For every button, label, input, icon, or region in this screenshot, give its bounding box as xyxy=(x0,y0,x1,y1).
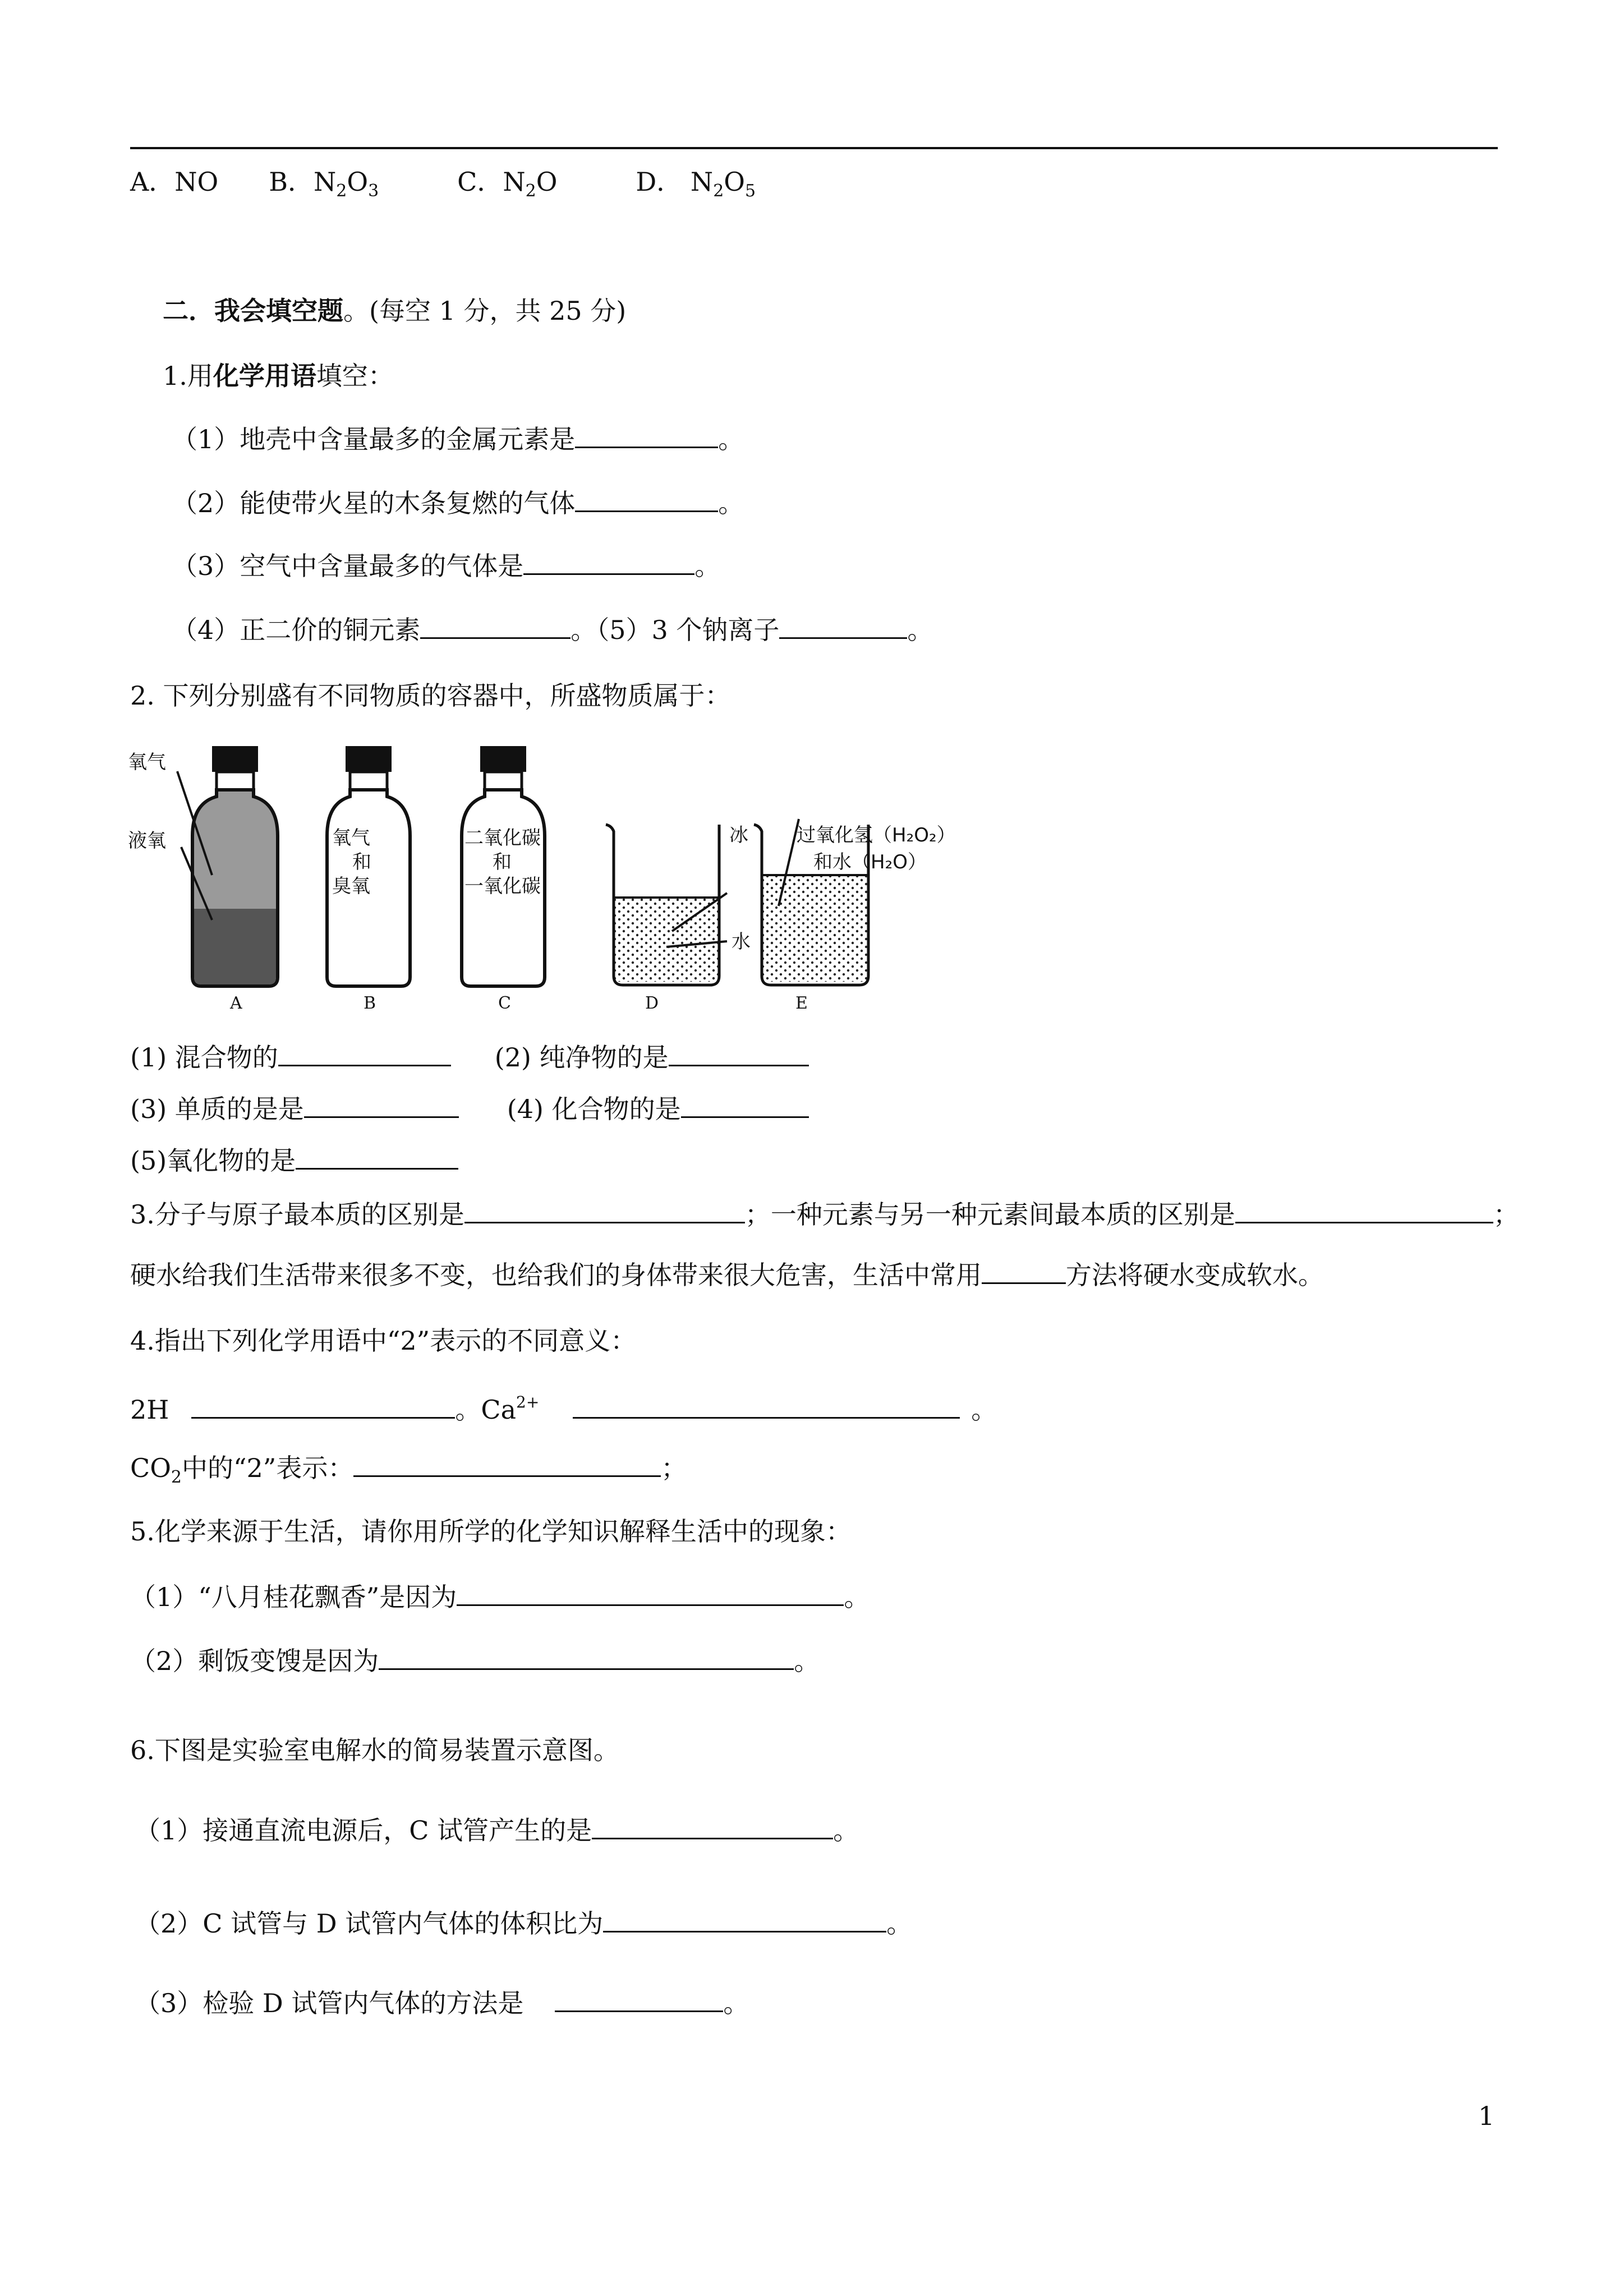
q3-line-2: 硬水给我们生活带来很多不变，也给我们的身体带来很大危害，生活中常用 方法将硬水变成软水。 xyxy=(130,1258,1324,1292)
answer-blank[interactable] xyxy=(191,1392,455,1419)
figure-letter-a: A xyxy=(230,993,242,1010)
figure-letter-d: D xyxy=(645,993,659,1010)
q1-item-4-5: （4）正二价的铜元素 。（5）3 个钠离子 。 xyxy=(172,613,933,647)
q1-intro: 1.用化学用语填空： xyxy=(163,361,394,391)
answer-blank[interactable] xyxy=(420,613,571,639)
label-oxygen: 氧气 xyxy=(128,751,166,774)
label-c-line-2: 和 xyxy=(493,851,512,873)
q2-row-3: (5)氧化物的是 xyxy=(130,1143,458,1177)
answer-blank[interactable] xyxy=(296,1143,458,1170)
containers-figure xyxy=(128,740,1037,1010)
answer-blank[interactable] xyxy=(573,1392,960,1419)
section-title: 二．我会填空题。(每空 1 分，共 25 分) xyxy=(163,296,627,326)
answer-blank[interactable] xyxy=(1235,1197,1493,1223)
label-c-line-3: 一氧化碳 xyxy=(464,875,541,898)
figure-letter-c: C xyxy=(498,993,511,1010)
answer-blank[interactable] xyxy=(457,1580,844,1606)
option-b: B．$N_2O_3$ xyxy=(269,167,379,201)
answer-blank[interactable] xyxy=(304,1092,459,1118)
option-a: A．NO xyxy=(130,167,219,197)
answer-blank[interactable] xyxy=(379,1644,794,1670)
answer-blank[interactable] xyxy=(779,613,907,639)
q4-line-2: $CO_2$中的“2”表示： ； xyxy=(130,1451,687,1494)
header-rule xyxy=(130,147,1498,149)
q1-item-1: （1）地壳中含量最多的金属元素是 。 xyxy=(172,422,744,456)
q4-line-1: 2H 。$Ca^{2+}$ 。 xyxy=(130,1393,997,1425)
answer-blank[interactable] xyxy=(353,1451,661,1477)
q2-row-2: (3) 单质的是是 (4) 化合物的是 xyxy=(130,1092,809,1126)
q1-item-3: （3）空气中含量最多的气体是 。 xyxy=(172,549,720,583)
figure-letter-e: E xyxy=(795,993,808,1010)
label-e-line-2: 和水（H₂O） xyxy=(813,851,927,873)
label-e-line-1: 过氧化氢（H₂O₂） xyxy=(797,824,956,846)
answer-blank[interactable] xyxy=(982,1258,1066,1284)
containers-diagram xyxy=(128,740,1037,1010)
label-ice: 冰 xyxy=(729,824,748,846)
q6-item-3: （3）检验 D 试管内气体的方法是 。 xyxy=(135,1986,749,2020)
answer-blank[interactable] xyxy=(575,422,718,448)
label-b-line-3: 臭氧 xyxy=(332,875,370,898)
label-liquid-oxygen: 液氧 xyxy=(128,830,166,852)
bottle-a xyxy=(177,746,278,986)
answer-blank[interactable] xyxy=(681,1092,809,1118)
label-c-line-1: 二氧化碳 xyxy=(464,827,541,849)
figure-letter-b: B xyxy=(364,993,376,1010)
answer-blank[interactable] xyxy=(575,486,718,512)
q6-title: 6.下图是实验室电解水的简易装置示意图。 xyxy=(130,1735,619,1765)
option-c: C．$N_2O$ xyxy=(457,167,558,201)
q6-item-2: （2）C 试管与 D 试管内气体的体积比为 。 xyxy=(135,1906,912,1940)
q5-item-2: （2）剩饭变馊是因为 。 xyxy=(130,1644,820,1678)
page-number: 1 xyxy=(1478,2101,1495,2131)
q4-title: 4.指出下列化学用语中“2”表示的不同意义： xyxy=(130,1326,637,1356)
choice-options xyxy=(130,165,756,208)
answer-blank[interactable] xyxy=(555,1986,723,2012)
answer-blank[interactable] xyxy=(464,1197,745,1223)
answer-blank[interactable] xyxy=(603,1906,886,1932)
q5-item-1: （1）“八月桂花飘香”是因为 。 xyxy=(130,1580,869,1614)
q2-row-1: (1) 混合物的 (2) 纯净物的是 xyxy=(130,1040,809,1074)
label-water: 水 xyxy=(732,931,751,953)
option-d: D． $N_2O_5$ xyxy=(636,167,756,201)
answer-blank[interactable] xyxy=(523,549,694,575)
q3-line-1: 3.分子与原子最本质的区别是 ；一种元素与另一种元素间最本质的区别是 ； xyxy=(130,1197,1519,1231)
answer-blank[interactable] xyxy=(669,1040,809,1066)
q1-item-2: （2）能使带火星的木条复燃的气体 。 xyxy=(172,486,744,520)
label-b-line-2: 和 xyxy=(352,851,371,873)
answer-blank[interactable] xyxy=(592,1813,833,1839)
label-b-line-1: 氧气 xyxy=(332,827,370,849)
q2-title: 2. 下列分别盛有不同物质的容器中，所盛物质属于： xyxy=(130,680,731,711)
q6-item-1: （1）接通直流电源后，C 试管产生的是 。 xyxy=(135,1813,859,1847)
q5-title: 5.化学来源于生活，请你用所学的化学知识解释生活中的现象： xyxy=(130,1516,852,1547)
answer-blank[interactable] xyxy=(278,1040,451,1066)
beaker-d xyxy=(606,825,727,985)
